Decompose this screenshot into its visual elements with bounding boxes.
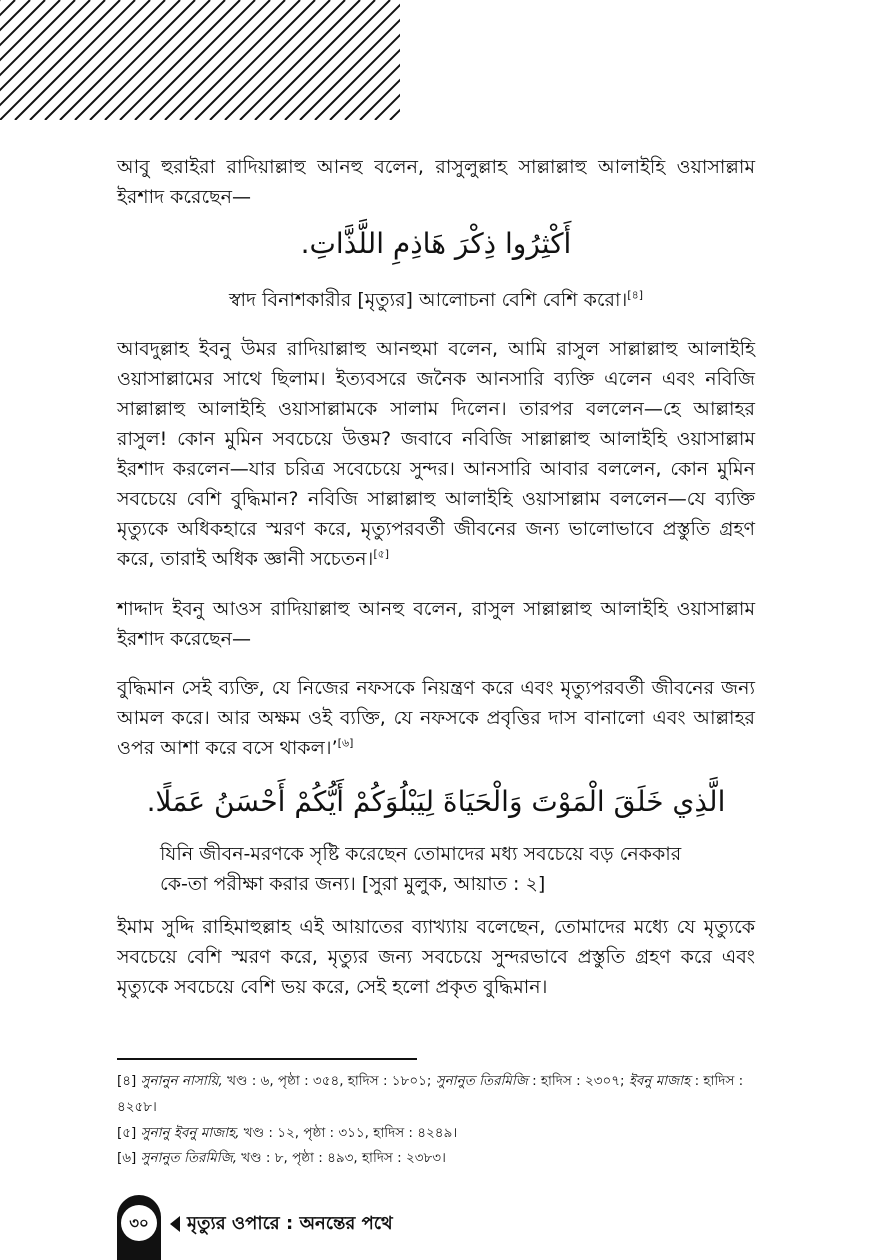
footnote-divider	[117, 1058, 417, 1060]
footnote-5-text: খণ্ড : ১২, পৃষ্ঠা : ৩১১, হাদিস : ৪২৪৯।	[239, 1125, 458, 1141]
translation-1	[117, 285, 755, 315]
paragraph-2-text: আবদুল্লাহ ইবনু উমর রাদিয়াল্লাহু আনহুমা বলেন, আমি রাসুল সাল্লাল্লাহু আলাইহি ওয়াসাল্লামের সাথে ছিলাম। ইত্যবসরে জনৈক আনসারি ব্যক্তি এলেন এবং নবিজি সাল্লাল্লাহু আলাইহি ওয়াসাল্লামকে সালাম দিলেন। তারপর বললেন—হে আল্লাহর রাসুল! কোন মুমিন সবচেয়ে উত্তম? জবাবে নবিজি সাল্লাল্লাহু আলাইহি ওয়াসাল্লাম ইরশাদ করলেন—যার চরিত্র সবেচেয়ে সুন্দর। আনসারি আবার বললেন, কোন মুমিন সবচেয়ে বেশি বুদ্ধিমান? নবিজি সাল্লাল্লাহু আলাইহি ওয়াসাল্লাম বললেন—যে ব্যক্তি মৃত্যুকে অধিকহারে স্মরণ করে, মৃত্যুপরবর্তী জীবনের জন্য ভালোভাবে প্রস্তুতি গ্রহণ করে, তারাই অধিক জ্ঞানী সচেতন।	[117, 338, 755, 570]
page-number-tab	[117, 1195, 161, 1260]
footnote-4	[117, 1068, 757, 1120]
footnote-6-text: খণ্ড : ৮, পৃষ্ঠা : ৪৯৩, হাদিস : ২৩৮৩।	[237, 1150, 446, 1166]
paragraph-2	[117, 334, 755, 574]
footnote-ref-5[interactable]: [৫]	[373, 547, 390, 561]
footnote-6	[117, 1145, 757, 1171]
footnote-4-source-3: ইবনু মাজাহ	[628, 1073, 691, 1089]
footnote-4-source-2: সুনানুত তিরমিজি	[435, 1073, 528, 1089]
footnote-4-source-1: সুনানুন নাসায়ি,	[140, 1073, 223, 1089]
triangle-left-icon	[170, 1216, 180, 1232]
corner-stripes-decoration	[0, 0, 400, 120]
footnote-ref-4[interactable]: [৪]	[627, 288, 644, 302]
footnote-4-number: [৪]	[117, 1073, 137, 1089]
ayah-translation-line-2: কে-তা পরীক্ষা করার জন্য। [সুরা মুলুক, আয়াত : ২]	[160, 873, 546, 895]
footnote-5-number: [৫]	[117, 1125, 137, 1141]
paragraph-5: ইমাম সুদ্দি রাহিমাহুল্লাহ এই আয়াতের ব্যাখ্যায় বলেছেন, তোমাদের মধ্যে যে মৃত্যুকে সবচেয়ে বেশি স্মরণ করে, মৃত্যুর জন্য সবচেয়ে সুন্দরভাবে প্রস্তুতি গ্রহণ করে এবং মৃত্যুকে সবচেয়ে বেশি ভয় করে, সেই হলো প্রকৃত বুদ্ধিমান।	[117, 916, 755, 998]
footnote-ref-6[interactable]: [৬]	[337, 736, 354, 750]
paragraph-1: আবু হুরাইরা রাদিয়াল্লাহু আনহু বলেন, রাসুলুল্লাহ সাল্লাল্লাহু আলাইহি ওয়াসাল্লাম ইরশাদ করেছেন—	[117, 156, 755, 208]
paragraph-3: শাদ্দাদ ইবনু আওস রাদিয়াল্লাহু আনহু বলেন, রাসুল সাল্লাল্লাহু আলাইহি ওয়াসাল্লাম ইরশাদ করেছেন—	[117, 598, 755, 650]
arabic-hadith-1: أَكْثِرُوا ذِكْرَ هَاذِمِ اللَّذَّاتِ.	[300, 227, 572, 260]
footnote-6-number: [৬]	[117, 1150, 137, 1166]
arabic-ayah: الَّذِي خَلَقَ الْمَوْتَ وَالْحَيَاةَ لِيَبْلُوَكُمْ أَيُّكُمْ أَحْسَنُ عَمَلًا.	[146, 785, 726, 818]
footnote-4-text-3: : হাদিস : ৪২৫৮।	[117, 1073, 744, 1115]
footnote-6-source: সুনানুত তিরমিজি,	[140, 1150, 237, 1166]
footnote-5	[117, 1120, 757, 1146]
ayah-translation-line-1: যিনি জীবন-মরণকে সৃষ্টি করেছেন তোমাদের মধ্য সবচেয়ে বড় নেককার	[160, 843, 682, 865]
page-footer	[117, 1195, 517, 1260]
footnote-4-text-1: খণ্ড : ৬, পৃষ্ঠা : ৩৫৪, হাদিস : ১৮০১;	[222, 1073, 436, 1089]
page-number: ৩০	[121, 1205, 157, 1241]
paragraph-4	[117, 673, 755, 763]
running-book-title: মৃত্যুর ওপারে : অনন্তের পথে	[187, 1213, 393, 1234]
translation-1-text: স্বাদ বিনাশকারীর [মৃত্যুর] আলোচনা বেশি বেশি করো।	[228, 289, 628, 311]
footnote-5-source: সুনানু ইবনু মাজাহ,	[140, 1125, 240, 1141]
paragraph-4-text: বুদ্ধিমান সেই ব্যক্তি, যে নিজের নফসকে নিয়ন্ত্রণ করে এবং মৃত্যুপরবর্তী জীবনের জন্য আমল করে। আর অক্ষম ওই ব্যক্তি, যে নফসকে প্রবৃত্তির দাস বানালো এবং আল্লাহর ওপর আশা করে বসে থাকল।’	[117, 677, 755, 759]
footnote-4-text-2: : হাদিস : ২৩০৭;	[527, 1073, 629, 1089]
